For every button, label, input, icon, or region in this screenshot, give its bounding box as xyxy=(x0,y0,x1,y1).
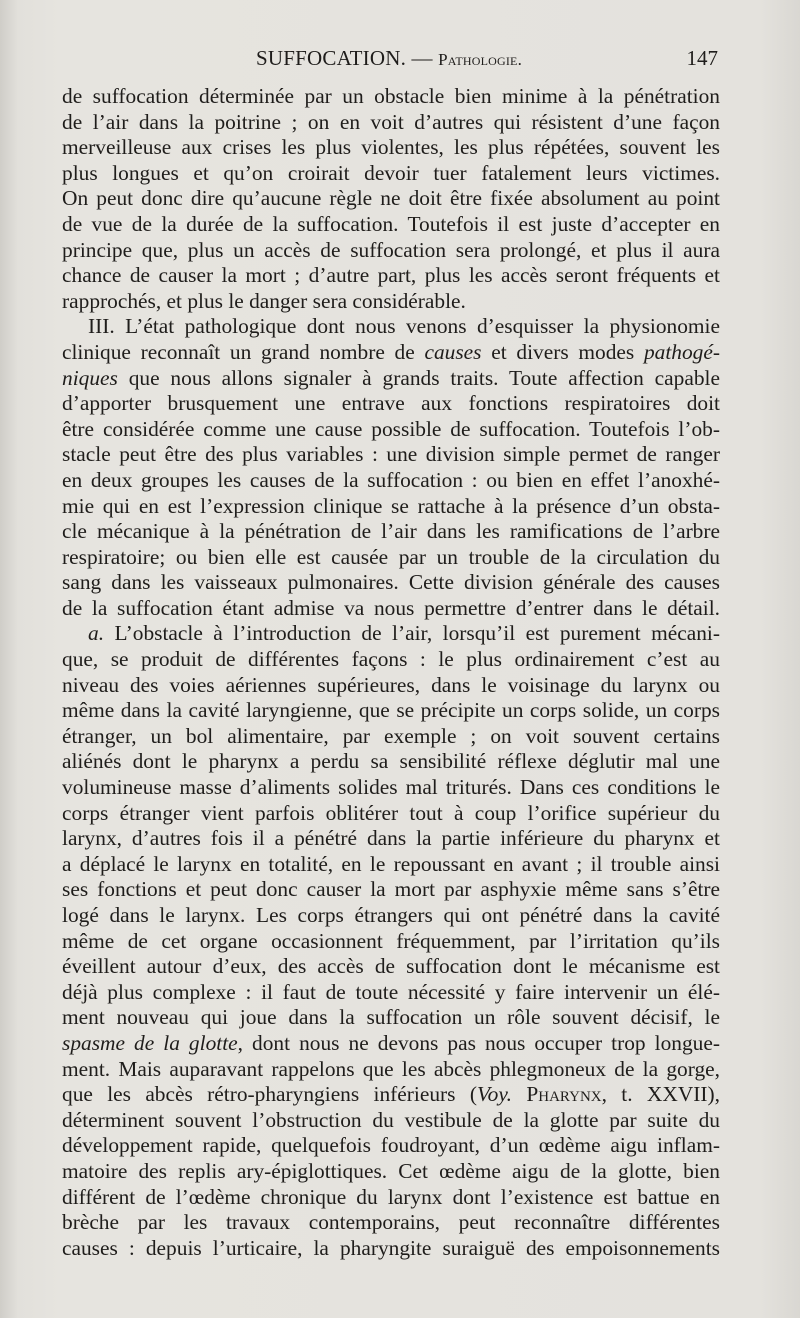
italic-term: causes xyxy=(424,339,482,364)
text-run: , t. XXVII), xyxy=(601,1082,720,1107)
italic-term: pathogé- xyxy=(643,339,720,364)
text-line: éveillent autour d’eux, des accès de suffocation dont le mécanisme est xyxy=(62,954,720,979)
running-head-sub: Pathologie. xyxy=(438,50,523,69)
text-line xyxy=(62,621,720,647)
text-run: , dont nous ne devons pas nous occuper trop longue- xyxy=(237,1030,720,1055)
text-line xyxy=(62,1031,720,1057)
text-line: a déplacé le larynx en totalité, en le repoussant en avant ; il trouble ainsi xyxy=(62,851,720,876)
text-line: ment. Mais auparavant rappelons que les abcès phlegmoneux de la gorge, xyxy=(62,1056,720,1081)
text-line: corps étranger vient parfois oblitérer tout à coup l’orifice supérieur du xyxy=(62,800,720,825)
text-line: même de cet organe occasionnent fréquemment, par l’irritation qu’ils xyxy=(62,928,720,953)
text-line: que, se produit de différentes façons : le plus ordinairement c’est au xyxy=(62,647,720,672)
text-line: principe que, plus un accès de suffocation sera prolongé, et plus il aura xyxy=(62,237,720,262)
text-run: que nous allons signaler à grands traits. Toute affection capable xyxy=(128,365,720,390)
text-line: On peut donc dire qu’aucune règle ne doit être fixée absolument au point xyxy=(62,186,720,211)
text-line: ment nouveau qui joue dans la suffocation un rôle souvent décisif, le xyxy=(62,1005,720,1030)
page-number: 147 xyxy=(686,46,718,70)
text-line: développement rapide, quelquefois foudroyant, d’un œdème aigu inflam- xyxy=(62,1133,720,1158)
text-run: L’obstacle à l’introduction de l’air, lorsqu’il est purement mécani- xyxy=(104,621,720,646)
text-line: plus longues et qu’on croirait devoir tuer fatalement leurs victimes. xyxy=(62,160,720,185)
running-head xyxy=(256,46,522,71)
text-line: larynx, d’autres fois il a pénétré dans la partie inférieure du pharynx et xyxy=(62,826,720,851)
text-line: causes : depuis l’urticaire, la pharyngite suraiguë des empoisonnements xyxy=(62,1235,720,1260)
text-run: que les abcès rétro-pharyngiens inférieurs ( xyxy=(62,1082,477,1107)
text-line: ses fonctions et peut donc causer la mort par asphyxie même sans s’être xyxy=(62,877,720,902)
text-line: brèche par les travaux contemporains, peut reconnaître différentes xyxy=(62,1210,720,1235)
text-line: de suffocation déterminée par un obstacle bien minime à la pénétration xyxy=(62,84,720,108)
italic-term: spasme de la glotte xyxy=(62,1030,238,1055)
text-line: III. L’état pathologique dont nous venons d’esquisser la physionomie xyxy=(88,314,720,339)
text-line: niveau des voies aériennes supérieures, dans le voisinage du larynx ou xyxy=(62,672,720,697)
text-line: cle mécanique à la pénétration de l’air dans les ramifications de l’arbre xyxy=(62,519,720,544)
text-line: d’apporter brusquement une entrave aux fonctions respiratoires doit xyxy=(62,391,720,416)
text-line: respiratoire; ou bien elle est causée par un trouble de la circulation du xyxy=(62,544,720,569)
text-line: chance de causer la mort ; d’autre part, plus les accès seront fréquents et xyxy=(62,263,720,288)
running-head-main: SUFFOCATION. — xyxy=(256,46,439,70)
text-line: différent de l’œdème chronique du larynx dont l’existence est battue en xyxy=(62,1184,720,1209)
italic-term: Voy. xyxy=(476,1082,513,1107)
text-line: déjà plus complexe : il faut de toute nécessité y faire intervenir un élé- xyxy=(62,979,720,1004)
body-text xyxy=(62,84,720,1261)
text-line: volumineuse masse d’aliments solides mal triturés. Dans ces conditions le xyxy=(62,775,720,800)
section-marker: a. xyxy=(88,621,105,646)
text-line: mie qui en est l’expression clinique se rattache à la présence d’un obsta- xyxy=(62,493,720,518)
text-line: être considérée comme une cause possible de suffocation. Toutefois l’ob- xyxy=(62,416,720,441)
text-line: même dans la cavité laryngienne, que se précipite un corps solide, un corps xyxy=(62,698,720,723)
italic-term: niques xyxy=(62,365,118,390)
text-run: clinique reconnaît un grand nombre de xyxy=(62,339,425,364)
text-line: stacle peut être des plus variables : une division simple permet de ranger xyxy=(62,442,720,467)
page-header xyxy=(62,46,718,74)
text-line: de la suffocation étant admise va nous permettre d’entrer dans le détail. xyxy=(62,595,720,620)
text-line: sang dans les vaisseaux pulmonaires. Cette division générale des causes xyxy=(62,570,720,595)
text-line: logé dans le larynx. Les corps étrangers qui ont pénétré dans la cavité xyxy=(62,903,720,927)
cross-reference: Pharynx xyxy=(526,1082,602,1107)
text-line xyxy=(62,1082,720,1108)
text-line: étranger, un bol alimentaire, par exemple ; on voit souvent certains xyxy=(62,723,720,748)
text-line xyxy=(62,340,720,366)
text-line: de vue de la durée de la suffocation. Toutefois il est juste d’accepter en xyxy=(62,211,720,236)
text-line: matoire des replis ary-épiglottiques. Cet œdème aigu de la glotte, bien xyxy=(62,1158,720,1183)
text-line: aliénés dont le pharynx a perdu sa sensibilité réflexe déglutir mal une xyxy=(62,749,720,774)
text-line: merveilleuse aux crises les plus violentes, les plus répétées, souvent les xyxy=(62,135,720,160)
text-line: rapprochés, et plus le danger sera considérable. xyxy=(62,288,466,313)
text-line: de l’air dans la poitrine ; on en voit d’autres qui résistent d’une façon xyxy=(62,109,720,134)
text-line: déterminent souvent l’obstruction du vestibule de la glotte par suite du xyxy=(62,1107,720,1132)
text-run: et divers modes xyxy=(481,339,644,364)
text-line xyxy=(62,366,720,392)
text-line: en deux groupes les causes de la suffocation : ou bien en effet l’anoxhé- xyxy=(62,467,720,492)
